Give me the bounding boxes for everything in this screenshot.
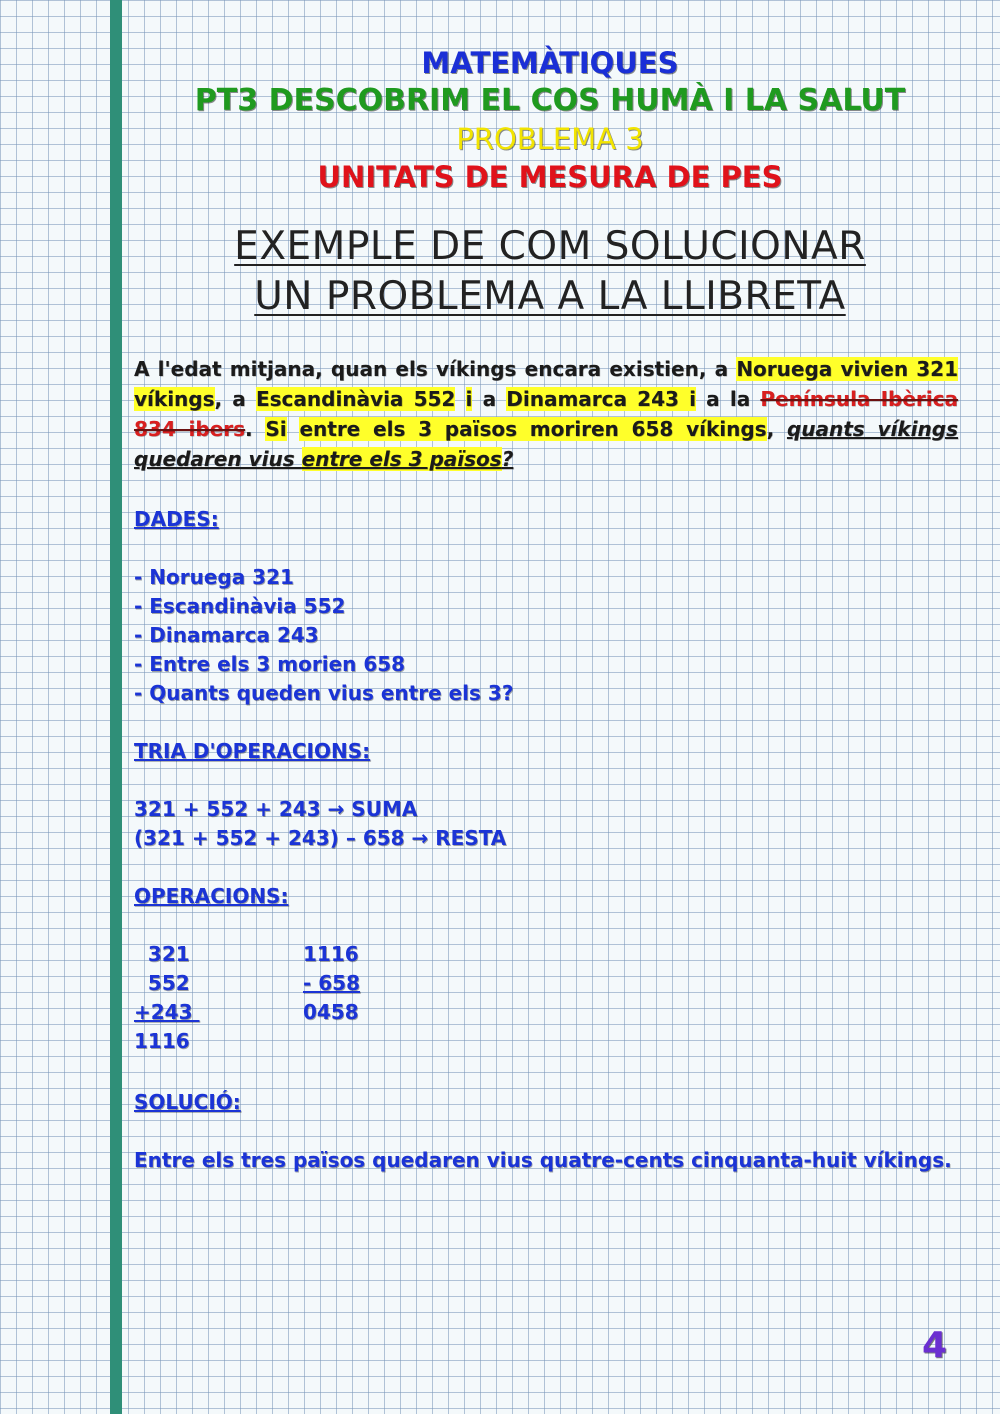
highlight-norway: Noruega vivien 321 víkings — [134, 357, 959, 411]
dades-item: - Noruega 321 — [134, 565, 294, 589]
question-part-2: entre els 3 països — [301, 447, 502, 471]
page-number: 4 — [922, 1325, 948, 1366]
sum-column — [134, 940, 199, 1056]
tria-heading: TRIA D'OPERACIONS: — [134, 739, 371, 763]
problem-text — [455, 387, 465, 411]
sum-line: 552 — [134, 971, 190, 995]
tria-line-sum: 321 + 552 + 243 → SUMA — [134, 797, 418, 821]
sum-line: 321 — [134, 942, 190, 966]
struck-iberia: Península Ibèrica 834 ibers — [134, 387, 958, 441]
highlight-died: entre els 3 països moriren 658 víkings — [299, 417, 767, 441]
dades-item: - Escandinàvia 552 — [134, 594, 346, 618]
problem-text: a — [472, 387, 507, 411]
sum-line: +243 — [134, 1000, 200, 1024]
solucio-heading: SOLUCIÓ: — [134, 1090, 241, 1114]
highlight-scandinavia: Escandinàvia 552 — [255, 387, 456, 411]
tria-line-sub: (321 + 552 + 243) – 658 → RESTA — [134, 826, 507, 850]
highlight-denmark: Dinamarca 243 i — [506, 387, 696, 411]
problem-text: , — [766, 417, 787, 441]
sum-result: 1116 — [134, 1029, 190, 1053]
page-title-line-1: EXEMPLE DE COM SOLUCIONAR — [234, 224, 866, 269]
question-part-1: quants víkings quedaren vius — [134, 417, 958, 471]
problem-text: . — [245, 417, 266, 441]
sub-result: 0458 — [303, 1000, 359, 1024]
sub-line: - 658 — [303, 971, 361, 995]
solucio-text: Entre els tres països quedaren vius quatre-cents cinquanta-huit víkings. — [134, 1148, 952, 1172]
highlight-si: Si — [265, 417, 287, 441]
page-title — [130, 222, 970, 322]
tria-section — [134, 737, 974, 853]
dades-item: - Entre els 3 morien 658 — [134, 652, 406, 676]
operacions-heading: OPERACIONS: — [134, 884, 289, 908]
dades-section — [134, 505, 974, 708]
solucio-section — [134, 1088, 974, 1175]
sub-column — [303, 940, 360, 1027]
dades-heading: DADES: — [134, 507, 219, 531]
dades-item: - Dinamarca 243 — [134, 623, 319, 647]
highlight-connector: i — [465, 387, 473, 411]
problem-text: A l'edat mitjana, quan els víkings encara existien, a — [134, 357, 737, 381]
worksheet-header — [130, 44, 970, 196]
problem-text — [287, 417, 300, 441]
operacions-section — [134, 882, 974, 911]
problem-text: , a — [214, 387, 256, 411]
subject-title: MATEMÀTIQUES — [421, 46, 679, 80]
page-title-line-2: UN PROBLEMA A LA LLIBRETA — [254, 274, 846, 319]
topic-title: UNITATS DE MESURA DE PES — [317, 160, 783, 194]
unit-title: PT3 DESCOBRIM EL COS HUMÀ I LA SALUT — [194, 83, 906, 118]
dades-item: - Quants queden vius entre els 3? — [134, 681, 514, 705]
question-mark: ? — [501, 447, 514, 471]
notebook-margin-line — [110, 0, 122, 1414]
problem-number: PROBLEMA 3 — [456, 122, 644, 156]
problem-text: a la — [695, 387, 761, 411]
problem-statement — [134, 354, 958, 474]
sub-line: 1116 — [303, 942, 359, 966]
